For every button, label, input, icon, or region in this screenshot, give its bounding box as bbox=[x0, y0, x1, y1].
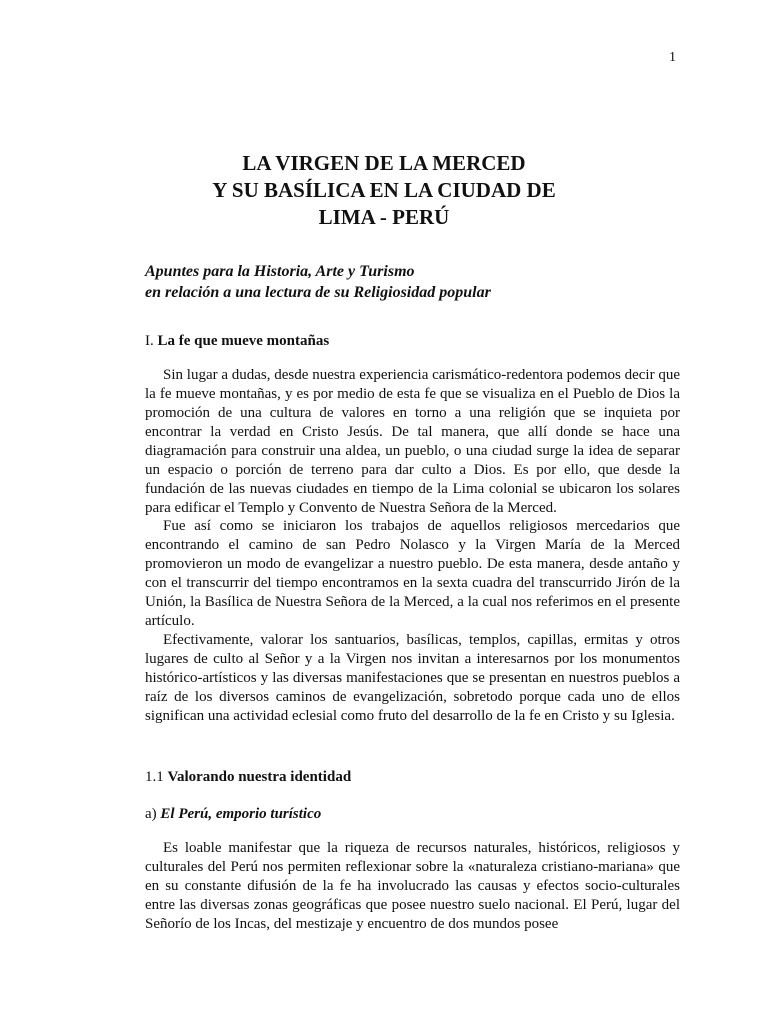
title-line-2: Y SU BASÍLICA EN LA CIUDAD DE bbox=[212, 178, 556, 202]
paragraph-3: Efectivamente, valorar los santuarios, basílicas, templos, capillas, ermitas y otros lugares de culto al Señor y a la Virgen nos invitan a interesarnos por los monumentos histórico-artísticos y las diversas manifestaciones que se presentan en nuestros pueblos a raíz de los diversos caminos de evangelización, sobretodo porque cada uno de ellos significan una actividad eclesial como fruto del desarrollo de la fe en Cristo y su Iglesia. bbox=[145, 632, 680, 724]
section-heading-1-1 bbox=[145, 768, 680, 787]
title-line-3: LIMA - PERÚ bbox=[318, 205, 450, 229]
section-title: La fe que mueve montañas bbox=[157, 333, 330, 349]
subsection-title: Valorando nuestra identidad bbox=[167, 769, 352, 785]
section-heading-1 bbox=[145, 332, 680, 351]
subsection-letter: a) bbox=[145, 806, 157, 822]
document-subtitle bbox=[145, 261, 685, 303]
document-title bbox=[0, 150, 768, 231]
paragraph-a: Es loable manifestar que la riqueza de recursos naturales, históricos, religiosos y culturales del Perú nos permiten reflexionar sobre la «naturaleza cristiano-mariana» que en su constante difusión de la fe ha involucrado las causas y efectos socio-culturales entre las diversas zonas geográficas que posee nuestro suelo nacional. El Perú, lugar del Señorío de los Incas, del mestizaje y encuentro de dos mundos posee bbox=[145, 840, 680, 932]
subtitle-line-2: en relación a una lectura de su Religiosidad popular bbox=[145, 284, 491, 301]
page-number: 1 bbox=[669, 50, 676, 65]
subsection-heading-a bbox=[145, 805, 680, 824]
paragraph-2: Fue así como se iniciaron los trabajos de aquellos religiosos mercedarios que encontrando el camino de san Pedro Nolasco y la Virgen María de la Merced promovieron un modo de evangelizar a nuestro pueblo. De esta manera, desde antaño y con el transcurrir del tiempo encontramos en la sexta cuadra del transcurrido Jirón de la Unión, la Basílica de Nuestra Señora de la Merced, a la cual nos referimos en el presente artículo. bbox=[145, 518, 680, 629]
section-number: I. bbox=[145, 333, 154, 349]
subsection-a-title: El Perú, emporio turístico bbox=[160, 806, 322, 822]
paragraph-1: Sin lugar a dudas, desde nuestra experiencia carismático-redentora podemos decir que la fe mueve montañas, y es por medio de esta fe que se visualiza en el Pueblo de Dios la promoción de una cultura de valores en torno a una religión que se inquieta por encontrar la verdad en Cristo Jesús. De tal manera, que allí donde se hace una diagramación para construir una aldea, un pueblo, o una ciudad surge la idea de separar un espacio o porción de terreno para dar culto a Dios. Es por ello, que desde la fundación de las nuevas ciudades en tiempo de la Lima colonial se ubicaron los solares para edificar el Templo y Convento de Nuestra Señora de la Merced. bbox=[145, 367, 680, 516]
title-line-1: LA VIRGEN DE LA MERCED bbox=[242, 151, 526, 175]
subsection-number: 1.1 bbox=[145, 769, 164, 785]
subtitle-line-1: Apuntes para la Historia, Arte y Turismo bbox=[145, 263, 415, 280]
